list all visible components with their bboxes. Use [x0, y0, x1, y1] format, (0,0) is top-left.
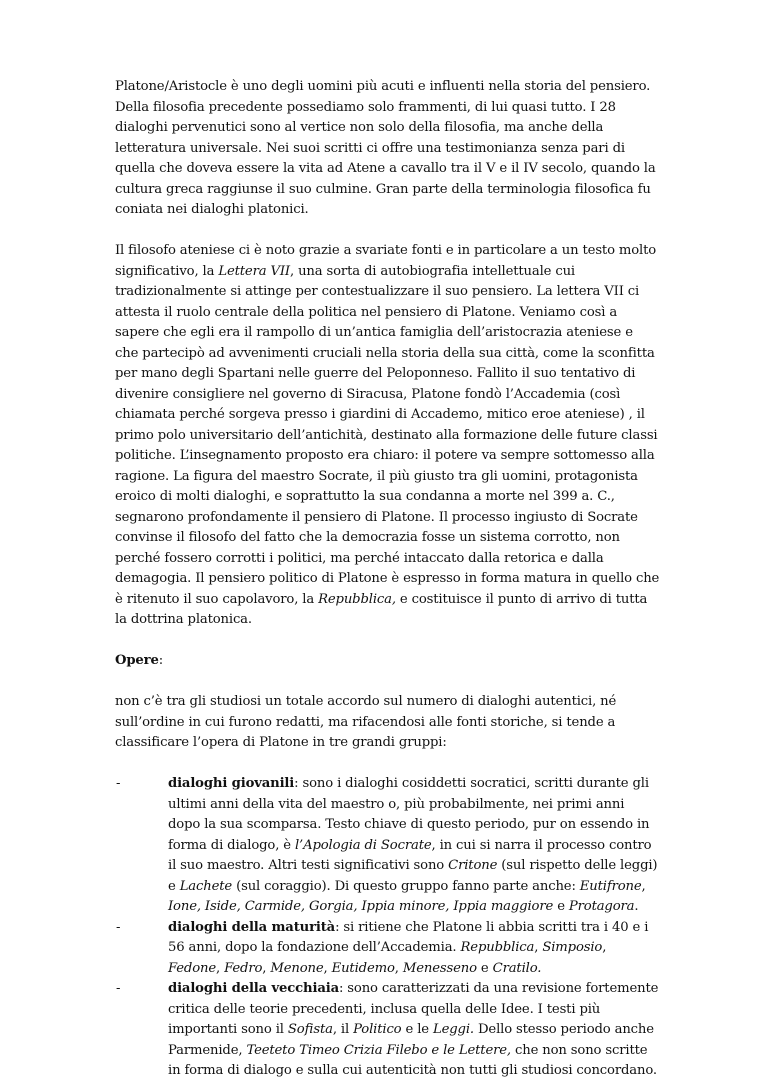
work-title: Simposio	[542, 940, 603, 955]
document-page	[115, 77, 660, 1082]
text-span: e	[553, 899, 569, 914]
work-title: Lachete	[179, 878, 233, 894]
group-item-vecchiaia	[115, 979, 660, 1082]
intro-paragraph-1: Platone/Aristocle è uno degli uomini più acuti e influenti nella storia del pensiero. Della filosofia precedente possediamo solo frammenti, di lui quasi tutto. I 28 dialoghi pervenutici sono al vertice non solo della filosofia, ma anche della letteratura universale. Nei suoi scritti ci offre una testimonianza senza pari di quella che doveva essere la vita ad Atene a cavallo tra il V e il IV secolo, quando la cultura greca raggiunse il suo culmine. Gran parte della terminologia filosofica fu coniata nei dialoghi platonici.	[115, 79, 656, 217]
group-title: dialoghi giovanili	[168, 776, 295, 791]
text-span: ,	[602, 940, 607, 955]
text-span: e costituisce il punto di arrivo di tutta la dottrina platonica.	[115, 591, 648, 627]
work-title: Cratilo.	[492, 960, 542, 976]
work-title: Sofista	[287, 1022, 333, 1037]
text-span: ,	[394, 960, 403, 976]
group-title: dialoghi della vecchiaia	[168, 981, 339, 996]
list-dash: -	[116, 776, 121, 791]
work-title: Protagora	[568, 899, 635, 914]
repubblica-title: Repubblica,	[318, 591, 396, 607]
list-dash: -	[116, 919, 121, 935]
text-span: ,	[534, 940, 543, 955]
work-title: Leggi.	[432, 1022, 474, 1037]
text-span: e le	[401, 1022, 433, 1037]
text-span: (sul rispetto delle leggi) e	[168, 858, 658, 894]
work-title: Fedone	[168, 960, 217, 976]
opere-intro: non c’è tra gli studiosi un totale accordo sul numero di dialoghi autentici, né sull’ordine in cui furono redatti, ma rifacendosi alle fonti storiche, si tende a classificare l’opera di Platone in tre grandi gruppi:	[115, 694, 617, 750]
text-span: , in cui si narra il processo contro il suo maestro. Altri testi significativi sono	[168, 837, 652, 873]
text-span: .	[634, 899, 639, 914]
work-title-list: Teeteto Timeo Crizia Filebo e le Lettere,	[246, 1042, 511, 1058]
text-span: : sono i dialoghi cosiddetti socratici, scritti durante gli ultimi anni della vita del maestro o, più probabilmente, nei primi anni dopo la sua scomparsa. Testo chiave di questo periodo, pur on essendo in forma di dialogo, è	[168, 776, 650, 853]
text-span: Dello stesso periodo anche Parmenide,	[168, 1022, 654, 1058]
text-span: : si ritiene che Platone li abbia scritti tra i 40 e i 56 anni, dopo la fondazione dell’Accademia.	[168, 919, 649, 955]
text-span: e	[476, 960, 493, 976]
opere-heading-colon: :	[158, 653, 163, 668]
list-dash: -	[116, 981, 121, 996]
group-title: dialoghi della maturità	[168, 919, 336, 935]
work-title: Menesseno	[402, 960, 477, 976]
text-span: , il	[332, 1022, 354, 1037]
work-title: Eutidemo	[331, 960, 395, 976]
work-title: Menone	[270, 960, 324, 976]
text-span: ,	[262, 960, 271, 976]
opere-heading-label: Opere	[115, 653, 159, 668]
text-span: che non sono scritte in forma di dialogo e sulla cui autenticità non tutti gli studiosi concordano.	[168, 1042, 657, 1078]
lettera-vii-title: Lettera VII	[218, 263, 290, 279]
work-title: Politico	[353, 1022, 402, 1037]
text-span: : sono caratterizzati da una revisione fortemente critica delle teorie precedenti, inclusa quella delle Idee. I testi più importanti sono il	[168, 981, 659, 1037]
text-span: ,	[323, 960, 332, 976]
text-span: ,	[216, 960, 225, 976]
text-span: , una sorta di autobiografia intellettuale cui tradizionalmente si attinge per contestualizzare il suo pensiero. La lettera VII ci attesta il ruolo centrale della politica nel pensiero di Platone. Veniamo così a sapere che egli era il rampollo di un’antica famiglia dell’aristocrazia ateniese e che partecipò ad avvenimenti cruciali nella storia della sua città, come la sconfitta per mano degli Spartani nelle guerre del Peloponneso. Fallito il suo tentativo di divenire consigliere nel governo di Siracusa, Platone fondò l’Accademia (così chiamata perché sorgeva presso i giardini di Accademo, mitico eroe ateniese) , il primo polo universitario dell’antichità, destinato alla formazione delle future classi politiche. L’insegnamento proposto era chiaro: il potere va sempre sottomesso alla ragione. La figura del maestro Socrate, il più giusto tra gli uomini, protagonista eroico di molti dialoghi, e soprattutto la sua condanna a morte nel 399 a. C., segnarono profondamente il pensiero di Platone. Il processo ingiusto di Socrate convinse il filosofo del fatto che la democrazia fosse un sistema corrotto, non perché fossero corrotti i politici, ma perché intaccato dalla retorica e dalla demagogia. Il pensiero politico di Platone è espresso in forma matura in quello che è ritenuto il suo capolavoro, la	[115, 263, 660, 607]
text-span: (sul coraggio). Di questo gruppo fanno parte anche:	[232, 878, 580, 894]
work-title-list: Ione, Iside, Carmide, Gorgia, Ippia minore, Ippia maggiore	[168, 899, 554, 914]
opere-heading	[115, 651, 660, 672]
intro-paragraph-2	[115, 241, 660, 631]
text-span: Il filosofo ateniese ci è noto grazie a svariate fonti e in particolare a un testo molto significativo, la	[115, 243, 657, 279]
dialogue-groups-list	[115, 774, 660, 1082]
work-title: Critone	[448, 858, 498, 873]
group-item-maturita	[115, 918, 660, 980]
text-span: ,	[641, 878, 646, 894]
group-item-giovanili	[115, 774, 660, 918]
work-title: Eutifrone	[579, 878, 642, 894]
work-title: Repubblica	[460, 940, 535, 955]
work-title: Fedro	[224, 960, 263, 976]
work-title: l’Apologia di Socrate	[294, 837, 432, 853]
